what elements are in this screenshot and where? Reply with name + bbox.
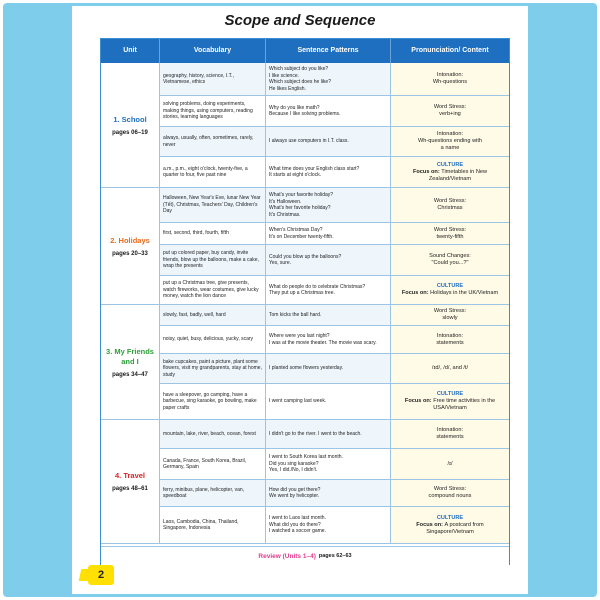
culture-focus — [394, 169, 506, 183]
vocabulary-cell: solving problems, doing experiments, making things, using computers, reading stories, learning languages — [160, 96, 266, 127]
unit-cell — [101, 188, 160, 305]
sentence-line: What did you do there? — [269, 521, 321, 528]
focus-label: Focus on: — [401, 290, 431, 296]
pronunciation-cell — [391, 96, 509, 127]
pronunciation-line: Intonation: — [436, 427, 464, 433]
sentence-pattern-cell — [266, 420, 391, 449]
pronunciation-line: /ɪd/, /d/, and /t/ — [431, 365, 469, 371]
focus-label: Focus on: — [412, 168, 442, 175]
header-pronunciation-content: Pronunciation/ Content — [411, 47, 489, 54]
sentence-line: I watched a soccer game. — [269, 528, 326, 535]
sentence-line: What's your favorite holiday? — [269, 192, 334, 198]
pronunciation-line: "Could you...?" — [431, 260, 469, 266]
pronunciation-cell — [391, 223, 509, 245]
unit-cell — [101, 63, 160, 188]
unit-pages: pages 48–61 — [112, 486, 148, 492]
sentence-line: How did you get there? — [269, 486, 321, 493]
pronunciation-line: Word Stress: — [433, 226, 467, 233]
unit-cell — [101, 305, 160, 420]
sentence-line: It's Halloween. — [269, 198, 302, 205]
sentence-line: I always use computers in I.T. class. — [269, 138, 349, 145]
sentence-pattern-cell — [266, 157, 391, 188]
vocabulary-cell: a.m., p.m., eight o'clock, twenty-five, a quarter to four, five past nine — [160, 157, 266, 188]
vocabulary-cell: have a sleepover, go camping, have a barbecue, sing karaoke, go bowling, make paper crafts — [160, 384, 266, 420]
sentence-line: What's her favorite holiday? — [269, 205, 331, 211]
pronunciation-line: Wh-questions ending with — [417, 138, 483, 144]
culture-label: CULTURE — [436, 514, 464, 521]
pronunciation-line: Word Stress: — [433, 308, 467, 314]
sentence-line: I like science. — [269, 72, 300, 79]
focus-label: Focus on: — [416, 521, 445, 528]
sentence-line: Yes, I did./No, I didn't. — [269, 467, 318, 474]
sentence-line: It's on December twenty-fifth. — [269, 233, 334, 240]
sentence-line: I was at the movie theater. The movie was scary. — [269, 339, 377, 346]
vocabulary-cell: noisy, quiet, busy, delicious, yucky, scary — [160, 326, 266, 354]
pronunciation-line: compound nouns — [428, 493, 472, 499]
header-unit: Unit — [101, 39, 160, 63]
pronunciation-line: verb+ing — [439, 111, 461, 117]
sentence-pattern-cell — [266, 245, 391, 276]
sentence-line: Yes, sure. — [269, 260, 292, 266]
sentence-line: Which subject does he like? — [269, 79, 331, 85]
sentence-line: I didn't go to the river. I went to the beach. — [269, 430, 362, 437]
focus-label: Focus on: — [404, 398, 434, 404]
vocabulary-cell: slowly, fast, badly, well, hard — [160, 305, 266, 326]
pronunciation-cell — [391, 449, 509, 480]
pronunciation-line: Word Stress: — [433, 198, 467, 204]
unit-name: 2. Holidays — [110, 235, 150, 245]
unit-pages: pages 34–47 — [112, 371, 148, 378]
pronunciation-line: slowly — [442, 315, 458, 321]
unit-name: 1. School — [113, 114, 147, 124]
culture-focus — [394, 522, 506, 536]
sentence-pattern-cell — [266, 63, 391, 96]
pronunciation-line: statements — [436, 339, 464, 346]
vocabulary-cell: always, usually, often, sometimes, rarely, never — [160, 127, 266, 157]
sentence-pattern-cell — [266, 326, 391, 354]
pronunciation-cell — [391, 305, 509, 326]
pronunciation-cell — [391, 188, 509, 223]
focus-text: Holidays in the UK/Vietnam — [430, 290, 499, 296]
culture-cell — [391, 157, 509, 188]
sentence-pattern-cell — [266, 305, 391, 326]
pronunciation-cell — [391, 420, 509, 449]
sentence-line: They put up a Christmas tree. — [269, 290, 335, 296]
sentence-pattern-cell — [266, 480, 391, 507]
focus-text: Timetables in New Zealand/Vietnam — [428, 168, 488, 182]
sentence-line: He likes English. — [269, 85, 306, 92]
pronunciation-line: statements — [436, 434, 464, 440]
scope-table — [100, 38, 510, 565]
pronunciation-line: Wh-questions — [432, 79, 468, 85]
review-pages: pages 62–63 — [318, 553, 352, 559]
pronunciation-line: /ɪ/ — [447, 460, 453, 467]
pronunciation-line: Word Stress: — [433, 486, 467, 492]
vocabulary-cell: mountain, lake, river, beach, ocean, forest — [160, 420, 266, 449]
culture-label: CULTURE — [436, 391, 464, 397]
pronunciation-cell — [391, 127, 509, 157]
sentence-line: When's Christmas Day? — [269, 227, 323, 233]
vocabulary-cell: Halloween, New Year's Eve, lunar New Year (Tết), Christmas, Teachers' Day, Children's Day — [160, 188, 266, 223]
vocabulary-cell: put up a Christmas tree, give presents, watch fireworks, wear costumes, give lucky money, watch the lion dance — [160, 276, 266, 305]
sentence-line: Did you sing karaoke? — [269, 460, 319, 467]
sentence-line: Could you blow up the balloons? — [269, 253, 342, 260]
culture-cell — [391, 276, 509, 305]
header-sentence-patterns: Sentence Patterns — [266, 39, 391, 63]
vocabulary-cell: first, second, third, fourth, fifth — [160, 223, 266, 245]
unit-pages: pages 06–19 — [112, 129, 148, 136]
sentence-line: It's Christmas. — [269, 211, 301, 218]
pronunciation-line: twenty-fifth — [436, 233, 464, 240]
sentence-line: I went camping last week. — [269, 398, 327, 405]
sentence-pattern-cell — [266, 507, 391, 544]
pronunciation-cell — [391, 245, 509, 276]
pronunciation-cell — [391, 480, 509, 507]
sentence-line: It starts at eight o'clock. — [269, 172, 322, 178]
pronunciation-line: Intonation: — [436, 131, 464, 137]
pronunciation-line: Intonation: — [436, 72, 464, 78]
header-vocabulary: Vocabulary — [160, 39, 266, 63]
sentence-line: What do people do to celebrate Christmas? — [269, 283, 366, 290]
culture-cell — [391, 507, 509, 544]
pronunciation-line: a name — [440, 145, 460, 151]
sentence-pattern-cell — [266, 276, 391, 305]
review-row — [101, 546, 509, 565]
vocabulary-cell: Laos, Cambodia, China, Thailand, Singapore, Indonesia — [160, 507, 266, 544]
sentence-pattern-cell — [266, 127, 391, 157]
culture-label: CULTURE — [436, 161, 464, 168]
culture-cell — [391, 384, 509, 420]
unit-name: 3. My Friends and I — [106, 346, 154, 366]
sentence-line: I went to South Korea last month. — [269, 454, 343, 461]
pronunciation-line: Intonation: — [436, 332, 464, 339]
pronunciation-line: Sound Changes: — [429, 253, 471, 259]
sentence-line: Which subject do you like? — [269, 66, 329, 72]
unit-cell — [101, 420, 160, 544]
sentence-pattern-cell — [266, 384, 391, 420]
sentence-line: We went by helicopter. — [269, 493, 320, 499]
culture-focus — [402, 290, 498, 297]
sentence-line: Why do you like math? — [269, 104, 320, 111]
page-title: Scope and Sequence — [224, 12, 376, 29]
sentence-line: I planted some flowers yesterday. — [269, 365, 344, 372]
pronunciation-cell — [391, 63, 509, 96]
pronunciation-line: Word Stress: — [433, 104, 467, 110]
focus-text: A postcard from Singapore/Vietnam — [426, 521, 484, 535]
pronunciation-cell — [391, 326, 509, 354]
vocabulary-cell: geography, history, science, I.T., Vietnamese, ethics — [160, 63, 266, 96]
review-label: Review (Units 1–4) — [258, 552, 316, 560]
sentence-pattern-cell — [266, 96, 391, 127]
sentence-line: What time does your English class start? — [269, 165, 360, 172]
vocabulary-cell: Canada, France, South Korea, Brazil, Germany, Spain — [160, 449, 266, 480]
pronunciation-line: Christmas — [437, 205, 463, 211]
sentence-pattern-cell — [266, 449, 391, 480]
vocabulary-cell: put up colored paper, buy candy, invite friends, blow up the balloons, make a cake, wrap the presents — [160, 245, 266, 276]
unit-name: 4. Travel — [114, 471, 146, 480]
table-header — [101, 39, 509, 63]
culture-label: CULTURE — [436, 283, 464, 289]
vocabulary-cell: bake cupcakes, paint a picture, plant some flowers, visit my grandparents, stay at home, study — [160, 354, 266, 384]
vocabulary-cell: ferry, minibus, plane, helicopter, van, speedboat — [160, 480, 266, 507]
page-number: 2 — [88, 565, 114, 585]
focus-text: Free time activities in the USA/Vietnam — [433, 398, 496, 411]
sentence-line: Where were you last night? — [269, 333, 330, 339]
sentence-pattern-cell — [266, 354, 391, 384]
sentence-line: Because I like solving problems. — [269, 111, 341, 117]
sentence-pattern-cell — [266, 188, 391, 223]
pronunciation-cell — [391, 354, 509, 384]
sentence-line: I went to Laos last month. — [269, 515, 326, 522]
unit-pages: pages 20–33 — [112, 250, 148, 257]
sentence-pattern-cell — [266, 223, 391, 245]
culture-focus — [394, 398, 506, 412]
sentence-line: Tom kicks the ball hard. — [269, 311, 322, 318]
